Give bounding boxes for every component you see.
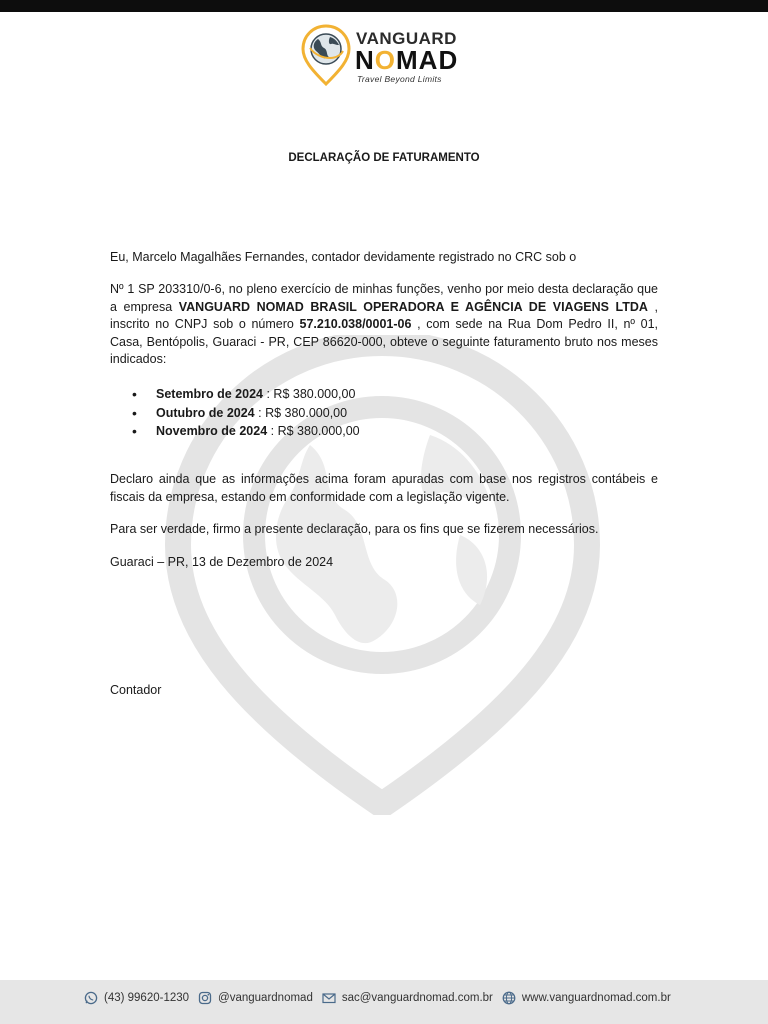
- logo-wordmark-bottom: NOMAD: [355, 45, 459, 75]
- paragraph-declaration-body: Nº 1 SP 203310/0-6, no pleno exercício de minhas funções, venho por meio desta declaração que a empresa VANGUARD NOMAD BRASIL OPERADORA E AGÊNCIA DE VIAGENS LTDA , inscrito no CNPJ sob o número 57.210.038/0001-06 , com sede na Rua Dom Pedro II, nº 01, Casa, Bentópolis, Guaraci - PR, CEP 86620-000, obteve o seguinte faturamento bruto nos meses indicados:: [110, 282, 659, 366]
- instagram-icon: [198, 991, 212, 1005]
- list-item: • Setembro de 2024 : R$ 380.000,00: [110, 385, 658, 404]
- document-title: DECLARAÇÃO DE FATURAMENTO: [288, 152, 480, 164]
- company-name: VANGUARD NOMAD BRASIL OPERADORA E AGÊNCIA DE VIAGENS LTDA: [178, 299, 648, 314]
- signature-role: Contador: [110, 683, 162, 697]
- place-and-date: Guaraci – PR, 13 de Dezembro de 2024: [110, 555, 334, 569]
- logo-tagline: Travel Beyond Limits: [357, 74, 442, 84]
- paragraph-closing: Para ser verdade, firmo a presente declaração, para os fins que se fizerem necessários.: [110, 522, 599, 536]
- paragraph-compliance: Declaro ainda que as informações acima foram apuradas com base nos registros contábeis e fiscais da empresa, estando em conformidade com a legislação vigente.: [110, 472, 658, 504]
- whatsapp-icon: [84, 991, 98, 1005]
- cnpj-number: 57.210.038/0001-06: [299, 317, 412, 331]
- footer-website[interactable]: www.vanguardnomad.com.br: [521, 992, 671, 1004]
- globe-icon: [502, 991, 516, 1005]
- email-icon: [322, 991, 336, 1005]
- page-footer: [0, 980, 768, 1024]
- footer-instagram[interactable]: @vanguardnomad: [218, 992, 313, 1004]
- company-logo: [300, 24, 475, 88]
- footer-phone[interactable]: (43) 99620-1230: [104, 992, 190, 1004]
- list-item: • Outubro de 2024 : R$ 380.000,00: [110, 404, 658, 423]
- top-border-bar: [0, 0, 768, 12]
- logo-globe-pin-icon: [300, 24, 352, 86]
- footer-email[interactable]: sac@vanguardnomad.com.br: [341, 992, 493, 1004]
- billing-list: [110, 385, 658, 441]
- logo-wordmark-top: VANGUARD: [356, 29, 457, 48]
- list-item: • Novembro de 2024 : R$ 380.000,00: [110, 422, 658, 441]
- paragraph-accountant-intro: Eu, Marcelo Magalhães Fernandes, contador devidamente registrado no CRC sob o: [110, 250, 577, 264]
